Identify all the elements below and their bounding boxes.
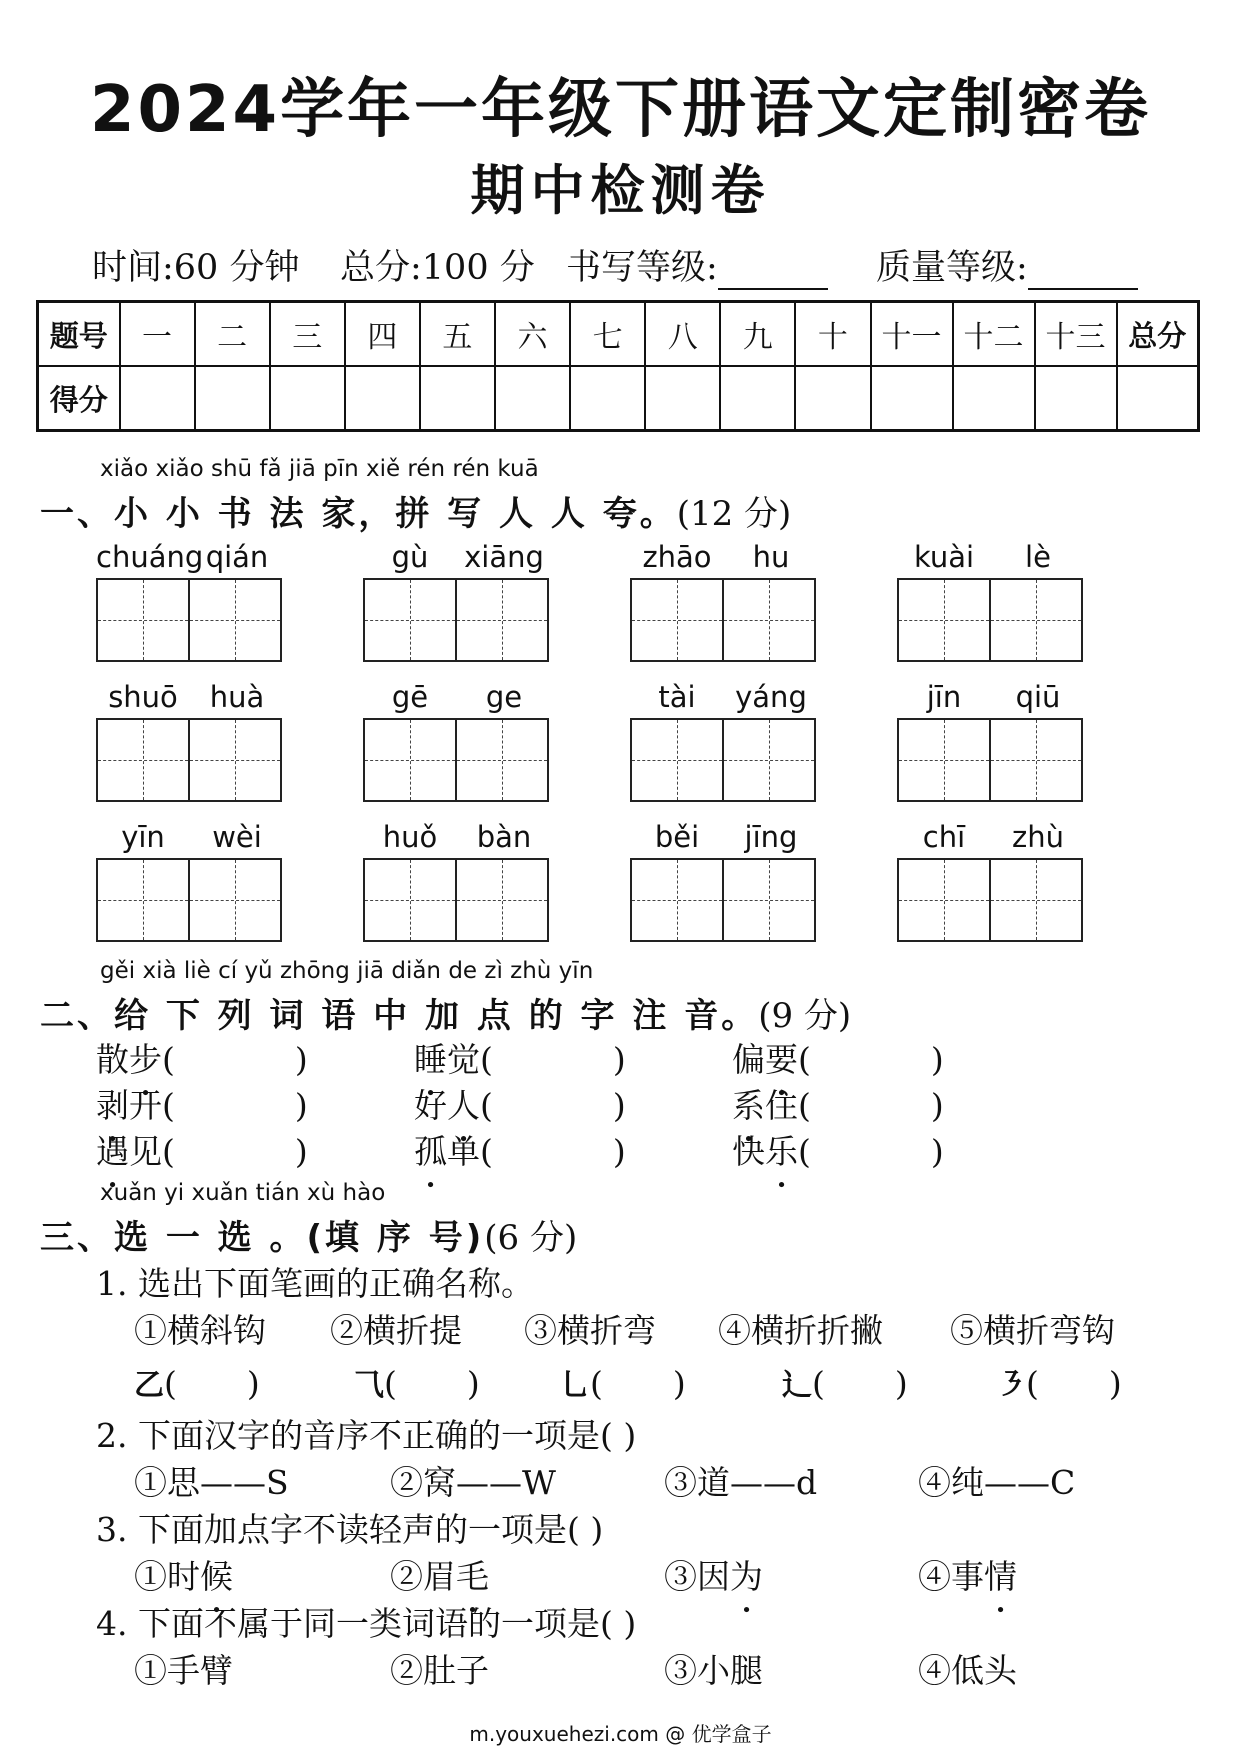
col-header: 十一	[871, 302, 953, 367]
pinyin-label: huà	[209, 680, 265, 714]
pinyin-label: kuài	[913, 540, 975, 574]
writing-grade	[566, 240, 828, 290]
option-text: ②眉	[390, 1557, 456, 1596]
answer-paren-open: (	[480, 1086, 493, 1125]
stroke-item	[560, 1360, 686, 1404]
answer-paren-close: )	[294, 1040, 308, 1079]
col-header: 十二	[953, 302, 1035, 367]
word-char: 乐	[765, 1132, 798, 1171]
word-char: 遇	[96, 1132, 129, 1171]
section2-heading	[40, 988, 851, 1037]
writing-box[interactable]	[455, 718, 549, 802]
notation-item	[732, 1126, 944, 1173]
col-header: 八	[645, 302, 720, 367]
section2-pinyin: gěi xià liè cí yǔ zhōng jiā diǎn de zì zhù yīn	[100, 958, 594, 984]
exam-title: 2024学年一年级下册语文定制密卷	[89, 73, 1152, 147]
col-header: 七	[570, 302, 645, 367]
dotted-char: 毛	[456, 1557, 489, 1596]
score-cell[interactable]	[570, 366, 645, 431]
pinyin-label: qián	[205, 540, 269, 574]
writing-box[interactable]	[630, 578, 724, 662]
answer-paren-open: (	[590, 1364, 603, 1403]
pinyin-label: zhāo	[642, 540, 712, 574]
quality-grade	[876, 240, 1138, 290]
pinyin-label: zhù	[1012, 820, 1064, 854]
pinyin-label: ge	[485, 680, 523, 714]
answer-paren-close: )	[1108, 1364, 1122, 1403]
dotted-char: 情	[984, 1557, 1017, 1596]
answer-paren-close: )	[612, 1086, 626, 1125]
question-1: 1. 选出下面笔画的正确名称。	[96, 1264, 534, 1303]
stroke-glyph: 乚	[560, 1368, 590, 1403]
section2-title: 二、给 下 列 词 语 中 加 点 的 字 注 音。	[40, 996, 759, 1036]
writing-box[interactable]	[188, 858, 282, 942]
section3-title: 三、选 一 选 。(填 序 号)	[40, 1218, 485, 1258]
stroke-item	[996, 1360, 1122, 1404]
col-header: 十	[795, 302, 870, 367]
col-header: 一	[120, 302, 195, 367]
pinyin-label: tài	[658, 680, 696, 714]
q4-option: ③小腿	[664, 1651, 763, 1690]
writing-box[interactable]	[96, 718, 190, 802]
row-label-question: 题号	[38, 302, 120, 367]
pinyin-label: jīn	[926, 680, 962, 714]
writing-box[interactable]	[630, 858, 724, 942]
writing-box[interactable]	[989, 578, 1083, 662]
stroke-item	[782, 1360, 908, 1404]
score-cell[interactable]	[270, 366, 345, 431]
q2-option: ④纯——C	[918, 1463, 1076, 1502]
pinyin-label: lè	[1025, 540, 1051, 574]
writing-box[interactable]	[989, 858, 1083, 942]
q1-option: ①横斜钩	[134, 1311, 266, 1350]
q3-option	[390, 1551, 489, 1598]
answer-paren-open: (	[480, 1040, 493, 1079]
stroke-item	[354, 1360, 480, 1404]
answer-paren-open: (	[164, 1364, 177, 1403]
answer-paren-open: (	[798, 1132, 811, 1171]
word-char: 好	[414, 1086, 447, 1125]
answer-paren-open: (	[798, 1040, 811, 1079]
score-cell[interactable]	[871, 366, 953, 431]
writing-box[interactable]	[722, 858, 816, 942]
pinyin-label: huǒ	[382, 820, 438, 854]
notation-item	[414, 1126, 626, 1173]
question-number-row	[38, 302, 1199, 367]
writing-box[interactable]	[722, 578, 816, 662]
option-text: ①时	[134, 1557, 200, 1596]
q1-option: ④横折折撇	[718, 1311, 883, 1350]
pinyin-label: chuáng	[96, 540, 204, 574]
writing-box[interactable]	[188, 718, 282, 802]
q2-option: ①思——S	[134, 1463, 289, 1502]
section2-points: (9 分)	[758, 996, 852, 1036]
score-cell[interactable]	[795, 366, 870, 431]
col-header-total: 总分	[1117, 302, 1199, 367]
row-label-score: 得分	[38, 366, 120, 431]
exam-subtitle: 期中检测卷	[470, 159, 771, 222]
writing-box[interactable]	[630, 718, 724, 802]
section3-points: (6 分)	[484, 1218, 578, 1258]
pinyin-label: qiū	[1015, 680, 1061, 714]
pinyin-label: yáng	[735, 680, 807, 714]
score-cell[interactable]	[345, 366, 420, 431]
section1-heading	[40, 486, 791, 535]
question-4: 4. 下面不属于同一类词语的一项是( )	[96, 1604, 637, 1643]
writing-box[interactable]	[188, 578, 282, 662]
writing-box[interactable]	[96, 578, 190, 662]
col-header: 二	[195, 302, 270, 367]
word-char: 快	[732, 1132, 765, 1171]
time-label: 时间:60 分钟	[92, 248, 300, 288]
answer-paren-open: (	[162, 1132, 175, 1171]
question-2: 2. 下面汉字的音序不正确的一项是( )	[96, 1416, 637, 1455]
footer-watermark: m.youxuehezi.com @ 优学盒子	[469, 1722, 772, 1746]
word-char: 人	[447, 1086, 480, 1125]
answer-paren-close: )	[246, 1364, 260, 1403]
score-cell[interactable]	[420, 366, 495, 431]
writing-box[interactable]	[455, 858, 549, 942]
answer-paren-close: )	[930, 1132, 944, 1171]
word-char: 系	[732, 1086, 765, 1125]
word-char: 睡	[414, 1040, 447, 1079]
option-text: ③因	[664, 1557, 730, 1596]
answer-paren-open: (	[384, 1364, 397, 1403]
score-cell[interactable]	[1117, 366, 1199, 431]
answer-paren-open: (	[162, 1086, 175, 1125]
writing-box[interactable]	[989, 718, 1083, 802]
pinyin-label: gē	[391, 680, 429, 714]
pinyin-label: wèi	[212, 820, 262, 854]
quality-grade-label: 质量等级:	[876, 248, 1028, 288]
writing-box[interactable]	[96, 858, 190, 942]
section1-points: (12 分)	[676, 494, 792, 534]
writing-grade-label: 书写等级:	[566, 248, 718, 288]
word-char: 步	[129, 1040, 162, 1079]
answer-paren-close: )	[294, 1086, 308, 1125]
pinyin-label: shuō	[108, 680, 178, 714]
answer-paren-close: )	[672, 1364, 686, 1403]
q1-option: ③横折弯	[524, 1311, 656, 1350]
q3-option	[134, 1551, 233, 1598]
score-cell[interactable]	[720, 366, 795, 431]
dotted-char: 候	[200, 1557, 233, 1596]
answer-paren-close: )	[612, 1132, 626, 1171]
col-header: 九	[720, 302, 795, 367]
question-3: 3. 下面加点字不读轻声的一项是( )	[96, 1510, 604, 1549]
word-char: 见	[129, 1132, 162, 1171]
col-header: 十三	[1035, 302, 1117, 367]
answer-paren-close: )	[466, 1364, 480, 1403]
word-char: 住	[765, 1086, 798, 1125]
total-score-label: 总分:100 分	[340, 248, 535, 288]
score-row	[38, 366, 1199, 431]
score-cell[interactable]	[1035, 366, 1117, 431]
q2-option: ②窝——W	[390, 1463, 556, 1502]
word-char: 散	[96, 1040, 129, 1079]
section3-heading	[40, 1210, 577, 1259]
stroke-glyph: ⻌	[782, 1368, 812, 1403]
col-header: 四	[345, 302, 420, 367]
writing-box[interactable]	[363, 578, 457, 662]
answer-paren-close: )	[930, 1040, 944, 1079]
writing-box[interactable]	[455, 578, 549, 662]
writing-grade-blank[interactable]	[718, 256, 828, 290]
answer-paren-open: (	[812, 1364, 825, 1403]
stroke-glyph: ⺄	[354, 1368, 384, 1403]
pinyin-label: yīn	[121, 820, 165, 854]
q1-option: ⑤横折弯钩	[950, 1311, 1115, 1350]
section1-title: 一、小 小 书 法 家，拼 写 人 人 夸。	[40, 494, 677, 534]
word-char: 偏	[732, 1040, 765, 1079]
section3-pinyin: xuǎn yi xuǎn tián xù hào	[100, 1180, 386, 1206]
score-cell[interactable]	[195, 366, 270, 431]
pinyin-label: xiāng	[464, 540, 544, 574]
notation-item	[96, 1034, 308, 1081]
writing-box[interactable]	[897, 718, 991, 802]
writing-box[interactable]	[363, 858, 457, 942]
notation-item	[414, 1080, 626, 1127]
section1-pinyin: xiǎo xiǎo shū fǎ jiā pīn xiě rén rén kuā	[100, 456, 539, 482]
score-cell[interactable]	[495, 366, 570, 431]
notation-item	[96, 1080, 308, 1127]
stroke-glyph: 乙	[134, 1368, 164, 1403]
q3-option	[918, 1551, 1017, 1598]
word-char: 孤	[414, 1132, 447, 1171]
answer-paren-close: )	[612, 1040, 626, 1079]
notation-item	[732, 1034, 944, 1081]
writing-box[interactable]	[897, 578, 991, 662]
word-char: 开	[129, 1086, 162, 1125]
score-cell[interactable]	[120, 366, 195, 431]
word-char: 剥	[96, 1086, 129, 1125]
q4-option: ④低头	[918, 1651, 1017, 1690]
col-header: 三	[270, 302, 345, 367]
stroke-glyph: ㇋	[996, 1368, 1026, 1403]
writing-box[interactable]	[897, 858, 991, 942]
answer-paren-open: (	[480, 1132, 493, 1171]
answer-paren-open: (	[162, 1040, 175, 1079]
score-cell[interactable]	[953, 366, 1035, 431]
notation-item	[96, 1126, 308, 1173]
dotted-char: 为	[730, 1557, 763, 1596]
notation-item	[414, 1034, 626, 1081]
pinyin-label: bàn	[476, 820, 532, 854]
word-char: 觉	[447, 1040, 480, 1079]
pinyin-label: chī	[922, 820, 966, 854]
score-cell[interactable]	[645, 366, 720, 431]
word-char: 单	[447, 1132, 480, 1171]
option-text: ④事	[918, 1557, 984, 1596]
answer-paren-close: )	[930, 1086, 944, 1125]
answer-paren-open: (	[798, 1086, 811, 1125]
word-char: 要	[765, 1040, 798, 1079]
writing-box[interactable]	[363, 718, 457, 802]
pinyin-label: běi	[654, 820, 700, 854]
answer-paren-close: )	[294, 1132, 308, 1171]
pinyin-label: gù	[391, 540, 429, 574]
q4-option: ①手臂	[134, 1651, 233, 1690]
col-header: 六	[495, 302, 570, 367]
notation-item	[732, 1080, 944, 1127]
col-header: 五	[420, 302, 495, 367]
q1-option: ②横折提	[330, 1311, 462, 1350]
stroke-item	[134, 1360, 260, 1404]
answer-paren-open: (	[1026, 1364, 1039, 1403]
q4-option: ②肚子	[390, 1651, 489, 1690]
pinyin-label: jīng	[744, 820, 798, 854]
q3-option	[664, 1551, 763, 1598]
writing-box[interactable]	[722, 718, 816, 802]
pinyin-label: hu	[752, 540, 790, 574]
score-table	[36, 300, 1200, 432]
quality-grade-blank[interactable]	[1028, 256, 1138, 290]
q2-option: ③道——d	[664, 1463, 818, 1502]
answer-paren-close: )	[894, 1364, 908, 1403]
